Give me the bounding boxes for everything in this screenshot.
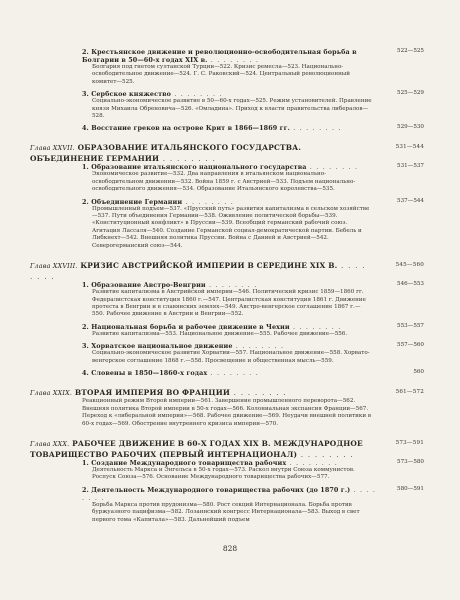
chapter-entry: [30, 143, 424, 163]
section-title-text: 3. Сербское княжество: [82, 90, 172, 99]
toc-entry: [30, 398, 420, 432]
section-title-text: 4. Восстание греков на острове Крит в 1866—1869 гг.: [82, 124, 290, 133]
section-summary: Развитие капитализма—553. Национальное движение—555. Рабочее движение—556.: [92, 330, 348, 337]
page-range: 580—591: [397, 485, 424, 492]
toc-entry: [30, 281, 424, 323]
toc-entry: [30, 342, 424, 369]
section-title: [30, 459, 420, 467]
leader-dots: . . . . . . . .: [159, 153, 217, 163]
toc-entry: [30, 459, 424, 486]
chapter-number: Глава XXVII.: [30, 144, 75, 153]
section-title: [30, 163, 420, 171]
page-range: 529—530: [397, 124, 424, 131]
section-summary: Социально-экономическое развитие Хорватии—557. Национальное движение—558. Хорвато-венгерское соглашение 1868 г.—558. Просвещение и общественная мысль—559.: [92, 350, 370, 364]
page-range: 560: [413, 368, 424, 375]
section-title-text: 2. Национальная борьба и рабочее движение в Чехии: [82, 322, 290, 331]
section-title: [30, 198, 420, 206]
chapter-title: ВТОРАЯ ИМПЕРИЯ ВО ФРАНЦИИ: [74, 387, 231, 397]
toc-entry: [30, 368, 424, 381]
leader-dots: . . . . . . . .: [171, 90, 223, 99]
spacer: [30, 250, 420, 254]
section-title: [30, 486, 420, 502]
section-title-text: 2. Крестьянское движение и революционно-освободительная борьба в Болгарии в 50—60-х годах XIX в.: [82, 48, 357, 64]
section-title: [30, 369, 420, 377]
spacer: [30, 428, 420, 432]
spacer: [30, 524, 420, 528]
section-title-text: 2. Объединение Германии: [82, 197, 183, 206]
section-summary: Социально-экономическое развитие в 50—60-х годах—525. Режим установителей. Правление князя Михаила Обреновича—526. «Омладина». Приход к власти правительства либералов—528.: [92, 98, 372, 120]
spacer: [30, 381, 420, 388]
page-range: 531—537: [397, 163, 424, 170]
section-title: [30, 342, 420, 350]
spacer: [30, 377, 420, 381]
chapter-heading: [30, 143, 424, 163]
leader-dots: . . . . . . . .: [207, 56, 260, 64]
chapter-heading: [30, 439, 424, 459]
table-of-contents: [30, 48, 424, 528]
section-title-text: 1. Образование Австро-Венгрии: [82, 281, 206, 290]
section-title-text: 2. Деятельность Международного товарищества рабочих (до 1870 г.): [82, 485, 351, 494]
page-range: 522—525: [397, 48, 424, 54]
section-title: [30, 323, 420, 331]
section-title: [30, 124, 420, 132]
section-title: [30, 90, 420, 98]
chapter-number: Глава XXIX.: [30, 388, 73, 397]
page-range: 553—557: [397, 322, 424, 329]
chapter-entry: [30, 439, 424, 459]
section-title-text: 1. Образование итальянского национального государства: [82, 163, 307, 172]
toc-entry: [30, 322, 424, 342]
section-title: [30, 48, 420, 64]
section-title: [30, 281, 420, 289]
spacer: [30, 432, 420, 439]
leader-dots: . . . . . . . .: [297, 449, 354, 459]
page-range: 525—529: [397, 90, 424, 97]
section-summary: Болгария под гнетом султанской Турции—522. Кризис ремесла—523. Национально-освободительное движение—524. Г. С. Раковский—524. Центральный революционный комитет—525.: [92, 64, 350, 85]
leader-dots: . . . . . . . .: [205, 281, 258, 290]
page-range: 537—544: [397, 197, 424, 204]
chapter-title: РАБОЧЕЕ ДВИЖЕНИЕ В 60-Х ГОДАХ XIX В. МЕЖДУНАРОДНОЕ ТОВАРИЩЕСТВО РАБОЧИХ (ПЕРВЫЙ ИНТЕРНАЦИОНАЛ): [30, 439, 363, 459]
page-range: 573—580: [397, 459, 424, 466]
chapter-entry: [30, 387, 424, 399]
section-summary: Развитие капитализма в Австрийской империи—546. Политический кризис 1859—1860 гг. Федералистская конституция 1860 г.—547. Централистская конституция 1861 г. Движение протеста в Венгрии и в славянских землях—549. Австро-венгерское соглашение 1867 г.—550. Рабочее движение в Австрии и Венгрии—552.: [92, 289, 366, 318]
section-summary: Промышленный подъем—537. «Прусский путь» развития капитализма в сельском хозяйстве—537. Пути объединения Германии—538. Оживление политической борьбы—539. «Конституционный конфликт» в Пруссии—539. Всеобщий германский рабочий союз. Агитация Лассаля—540. Создание Германской социал-демократической партии. Бебель и Либкнехт—542. Внешняя политика Пруссии. Война с Данией и Австрией—542. Северогерманский союз—544.: [92, 205, 370, 249]
toc-entry: [30, 48, 424, 90]
section-title-text: 1. Создание Международного товарищества рабочих: [82, 459, 287, 468]
chapter-entry: [30, 261, 424, 281]
toc-entry: [30, 124, 424, 136]
page-range: 561—572: [395, 388, 424, 395]
section-summary: Борьба Маркса против прудонизма—580. Рост секций Интернационала. Борьба против буржуазного пацифизма—582. Лозаннский конгресс Интернационала—583. Выход в свет первого тома «Капитала»—583. Дальнейший подъем: [92, 501, 360, 523]
section-title-text: 3. Хорватское национальное движение: [82, 342, 233, 351]
leader-dots: . . . . . . . .: [232, 342, 285, 351]
leader-dots: . . . . . . . .: [82, 485, 377, 502]
chapter-heading: [30, 387, 424, 399]
page-range: 546—553: [397, 281, 424, 288]
toc-entry: [30, 197, 424, 254]
leader-dots: . . . . . . . .: [289, 322, 342, 331]
page-number: 828: [222, 544, 238, 553]
chapter-number: Глава XXVIII.: [30, 262, 78, 271]
section-summary: Экономическое развитие—532. Два направления в итальянском национально-освободительном движении—532. Война 1859 г. с Австрией—533. Подъем национально-освободительного движения—534. Образование Итальянского королевства—535.: [92, 171, 356, 193]
section-title-text: 4. Словены в 1850—1860-х годах: [82, 368, 208, 377]
chapter-heading: [30, 261, 424, 281]
leader-dots: . . . . . . . .: [182, 197, 234, 206]
leader-dots: . . . . . . . .: [306, 163, 359, 172]
leader-dots: . . . . . . . .: [207, 368, 259, 377]
leader-dots: . . . . . . . .: [286, 459, 338, 468]
leader-dots: . . . . . . . .: [289, 124, 342, 133]
chapter-number: Глава XXX.: [30, 440, 70, 449]
page-range: 531—544: [395, 144, 424, 151]
spacer: [30, 136, 420, 143]
leader-dots: . . . . . . . .: [230, 387, 287, 397]
toc-entry: [30, 163, 424, 197]
toc-entry: [30, 90, 424, 124]
chapter-summary: Реакционный режим Второй империи—561. Завершение промышленного переворота—562. Внешняя политика Второй империи в 50-х годах—566. Колониальная экспансия Франции—567. Переход к «либеральной империи»—568. Рабочее движение—569. Неудачи внешней политики в 60-х годах—569. Обострение внутреннего кризиса империи—570.: [82, 398, 372, 427]
page-range: 557—560: [397, 342, 424, 349]
chapter-title: ОБРАЗОВАНИЕ ИТАЛЬЯНСКОГО ГОСУДАРСТВА. ОБЪЕДИНЕНИЕ ГЕРМАНИИ: [30, 143, 302, 163]
chapter-title: КРИЗИС АВСТРИЙСКОЙ ИМПЕРИИ В СЕРЕДИНЕ XIX В.: [80, 261, 338, 271]
section-summary: Деятельность Маркса и Энгельса в 50-х годах—573. Раскол внутри Союза коммунистов. Роспуск Союза—576. Основание Международного товарищества рабочих—577.: [92, 467, 355, 481]
page-range: 545—560: [395, 262, 424, 269]
leader-dots: . . . . . . . .: [30, 261, 366, 281]
page-range: 573—591: [395, 440, 424, 447]
spacer: [30, 132, 420, 136]
toc-entry: [30, 485, 424, 528]
